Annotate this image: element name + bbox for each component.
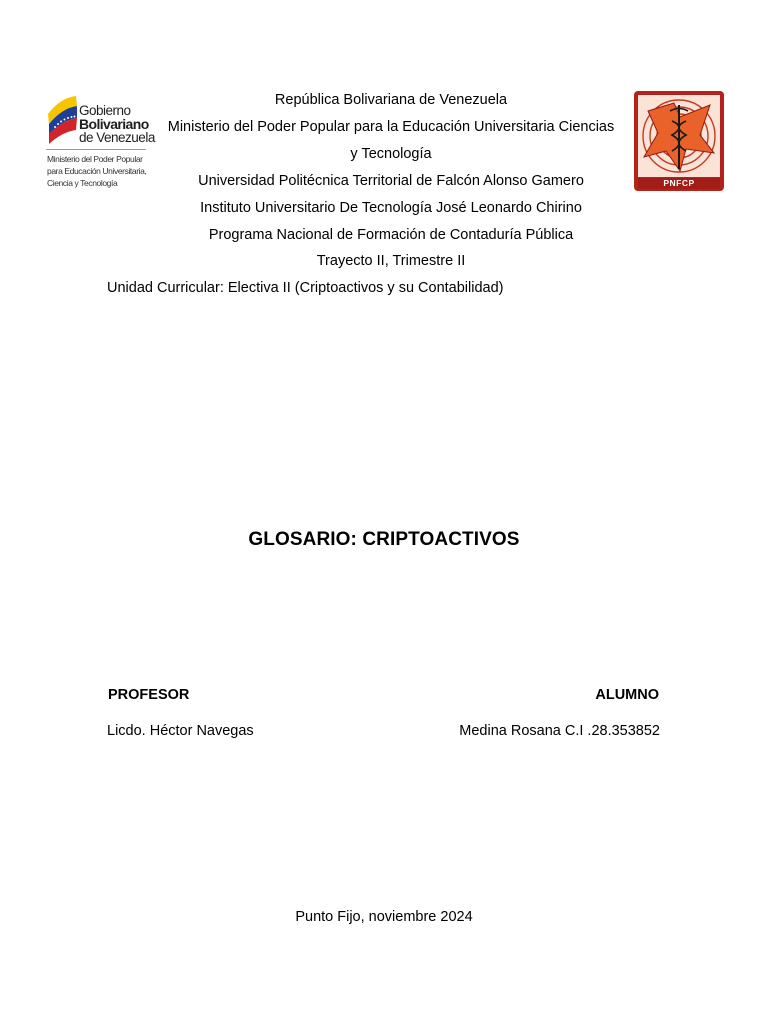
header-program: Programa Nacional de Formación de Contaduría Pública (208, 227, 574, 243)
header-ministry: Ministerio del Poder Popular para la Educación Universitaria Ciencias (167, 119, 615, 135)
header-university: Universidad Politécnica Territorial de Falcón Alonso Gamero (198, 173, 584, 189)
pnfcp-caption: PNFCP (663, 178, 695, 188)
student-name: Medina Rosana C.I .28.353852 (459, 723, 660, 739)
place-and-date: Punto Fijo, noviembre 2024 (295, 909, 473, 925)
logo-gobierno-text: Gobierno (79, 103, 131, 118)
student-label: ALUMNO (595, 687, 659, 703)
logo-ministry-line-1: Ministerio del Poder Popular (47, 154, 143, 164)
professor-label: PROFESOR (108, 687, 190, 703)
professor-name: Licdo. Héctor Navegas (107, 723, 254, 739)
document-title: GLOSARIO: CRIPTOACTIVOS (248, 529, 520, 550)
logo-bolivariano-text: Bolivariano (79, 116, 149, 132)
header-republic: República Bolivariana de Venezuela (274, 92, 508, 108)
header-ministry-continued: y Tecnología (350, 146, 432, 162)
logo-venezuela-text: de Venezuela (79, 130, 155, 145)
header-curricular-unit: Unidad Curricular: Electiva II (Criptoactivos y su Contabilidad) (107, 280, 504, 296)
logo-ministry-line-3: Ciencia y Tecnología (47, 178, 118, 188)
logo-ministry-line-2: para Educación Universitaria, (47, 166, 147, 176)
header-trayecto: Trayecto II, Trimestre II (316, 253, 466, 269)
header-institute: Instituto Universitario De Tecnología José Leonardo Chirino (200, 200, 582, 216)
venezuela-flag-icon (46, 94, 80, 146)
